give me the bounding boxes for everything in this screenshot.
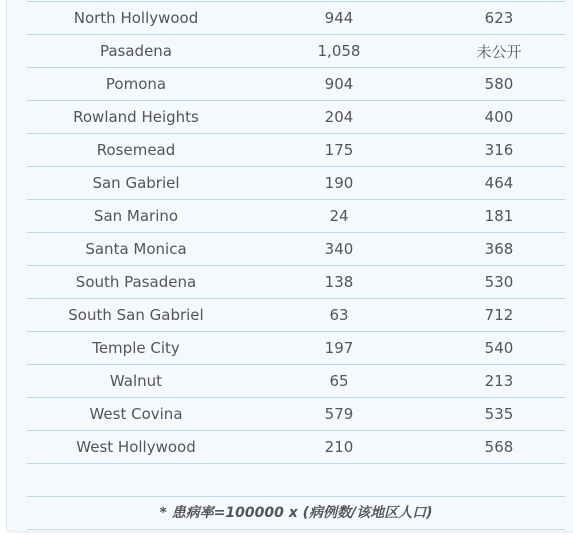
rate-cell: 400	[433, 101, 565, 134]
cases-cell: 1,058	[245, 35, 433, 68]
rate-cell: 368	[433, 233, 565, 266]
table-row	[27, 299, 565, 332]
rate-cell: 580	[433, 68, 565, 101]
rate-cell: 未公开	[433, 35, 565, 68]
rate-cell: 568	[433, 431, 565, 464]
area-cell: West Covina	[27, 398, 245, 431]
cases-cell: 63	[245, 299, 433, 332]
table-row	[27, 68, 565, 101]
cases-cell: 944	[245, 2, 433, 35]
table-row	[27, 101, 565, 134]
cases-cell: 197	[245, 332, 433, 365]
rate-cell: 623	[433, 2, 565, 35]
area-cell: North Hollywood	[27, 2, 245, 35]
rate-cell: 530	[433, 266, 565, 299]
area-cell: South Pasadena	[27, 266, 245, 299]
cases-cell: 65	[245, 365, 433, 398]
cases-cell: 175	[245, 134, 433, 167]
rate-cell: 712	[433, 299, 565, 332]
area-cell: West Hollywood	[27, 431, 245, 464]
rate-cell: 181	[433, 200, 565, 233]
area-cell: Temple City	[27, 332, 245, 365]
area-cell: Walnut	[27, 365, 245, 398]
cases-cell: 24	[245, 200, 433, 233]
area-cell: Pasadena	[27, 35, 245, 68]
panel-shadow	[6, 531, 573, 534]
table-row	[27, 398, 565, 431]
area-cell: San Marino	[27, 200, 245, 233]
table-row	[27, 167, 565, 200]
empty-row	[27, 463, 565, 497]
footnote: * 患病率=100000 x (病例数/该地区人口)	[27, 497, 565, 530]
table-row	[27, 2, 565, 35]
table-row	[27, 332, 565, 365]
area-cell: Rosemead	[27, 134, 245, 167]
rate-cell: 535	[433, 398, 565, 431]
area-cell: San Gabriel	[27, 167, 245, 200]
table-row	[27, 431, 565, 464]
cases-cell: 904	[245, 68, 433, 101]
table-row	[27, 365, 565, 398]
cases-cell: 190	[245, 167, 433, 200]
cases-cell: 138	[245, 266, 433, 299]
cases-cell: 579	[245, 398, 433, 431]
rate-cell: 213	[433, 365, 565, 398]
cases-cell: 204	[245, 101, 433, 134]
rate-cell: 464	[433, 167, 565, 200]
cases-cell: 210	[245, 431, 433, 464]
table-row	[27, 134, 565, 167]
table-row	[27, 200, 565, 233]
area-cell: Pomona	[27, 68, 245, 101]
area-cell: Santa Monica	[27, 233, 245, 266]
case-table	[27, 1, 565, 464]
rate-cell: 540	[433, 332, 565, 365]
table-row	[27, 35, 565, 68]
table-row	[27, 266, 565, 299]
rate-cell: 316	[433, 134, 565, 167]
cases-cell: 340	[245, 233, 433, 266]
area-cell: Rowland Heights	[27, 101, 245, 134]
table-row	[27, 233, 565, 266]
area-cell: South San Gabriel	[27, 299, 245, 332]
